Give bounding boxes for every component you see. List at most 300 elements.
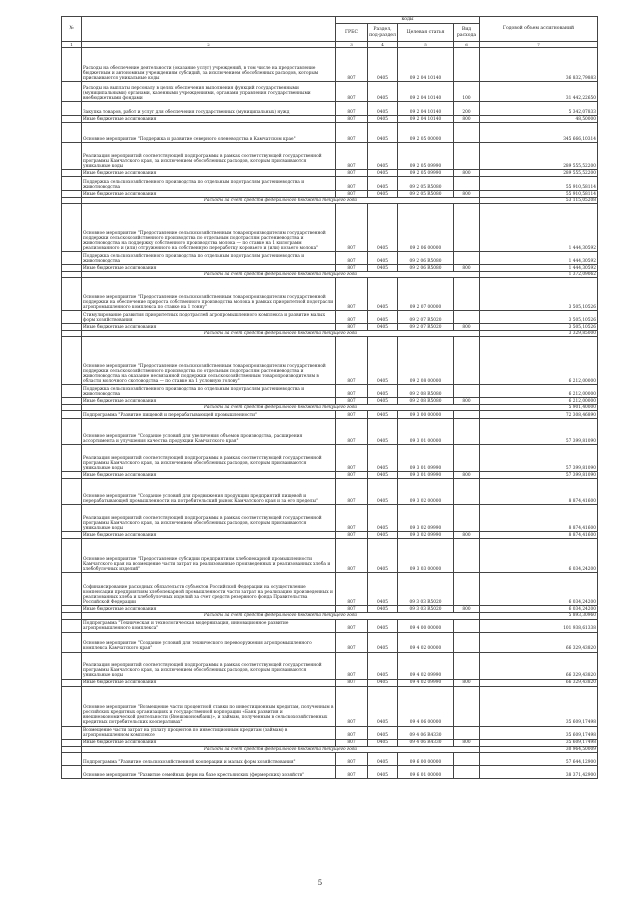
cell-article: 09 6 00 00000 — [398, 752, 454, 765]
table-row — [62, 191, 598, 198]
cell-expense-type — [454, 123, 480, 143]
cell-article: 09 2 04 10140 — [398, 82, 454, 102]
cell-article: 09 2 08 00000 — [398, 337, 454, 385]
table-row — [62, 123, 598, 143]
cell-note: Расходы за счет средств федерального бюджета текущего года — [82, 272, 480, 278]
cell-note: Расходы за счет средств федерального бюджета текущего года — [82, 746, 480, 752]
column-number: 5 — [398, 42, 454, 48]
cell-expense-type — [454, 445, 480, 472]
cell-number — [62, 311, 82, 324]
cell-amount: 5 893,30960 — [480, 613, 598, 619]
cell-expense-type — [454, 278, 480, 311]
cell-amount: 35 609,17498 — [480, 686, 598, 726]
cell-grbs: 807 — [336, 82, 368, 102]
cell-amount: 35 609,17498 — [480, 739, 598, 746]
cell-description: Реализация мероприятий соответствующей подпрограммы в рамках соответствующей государственной программы Камчатского края, за исключением обособленных расходов, которым присваиваются уникальные коды — [82, 505, 336, 532]
cell-grbs: 807 — [336, 686, 368, 726]
cell-description: Стимулирование развития приоритетных подотраслей агропромышленного комплекса и развитие малых форм хозяйствования — [82, 311, 336, 324]
cell-grbs: 807 — [336, 472, 368, 479]
cell-amount: 48,50000 — [480, 116, 598, 123]
cell-grbs: 807 — [336, 116, 368, 123]
table-row — [62, 337, 598, 385]
cell-number — [62, 204, 82, 252]
cell-description: Иные бюджетные ассигнования — [82, 116, 336, 123]
cell-number — [62, 573, 82, 606]
cell-grbs: 807 — [336, 385, 368, 398]
cell-section: 0405 — [368, 606, 398, 613]
cell-grbs: 807 — [336, 505, 368, 532]
cell-expense-type — [454, 311, 480, 324]
cell-amount: 6 034,24200 — [480, 606, 598, 613]
cell-section: 0405 — [368, 479, 398, 505]
cell-expense-type — [454, 479, 480, 505]
table-row — [62, 573, 598, 606]
cell-article: 09 2 08 R5080 — [398, 398, 454, 405]
cell-expense-type — [454, 726, 480, 739]
table-row — [62, 82, 598, 102]
cell-expense-type — [454, 48, 480, 82]
cell-article: 09 3 03 R5020 — [398, 573, 454, 606]
cell-expense-type: 800 — [454, 170, 480, 177]
cell-description: Иные бюджетные ассигнования — [82, 265, 336, 272]
cell-article: 09 4 02 09990 — [398, 679, 454, 686]
cell-number — [62, 411, 82, 419]
cell-description: Реализация мероприятий соответствующей подпрограммы в рамках соответствующей государственной программы Камчатского края, за исключением обособленных расходов, которым присваиваются уникальные коды — [82, 143, 336, 170]
cell-amount: 53 115,05208 — [480, 198, 598, 204]
cell-amount: 3 505,10526 — [480, 311, 598, 324]
cell-amount: 345 666,10314 — [480, 123, 598, 143]
cell-number — [62, 123, 82, 143]
cell-article: 09 3 02 09990 — [398, 505, 454, 532]
table-row — [62, 752, 598, 765]
table-row — [62, 472, 598, 479]
cell-grbs: 807 — [336, 177, 368, 191]
cell-grbs: 807 — [336, 632, 368, 652]
cell-number — [62, 337, 82, 385]
cell-amount: 6 034,24200 — [480, 573, 598, 606]
cell-expense-type — [454, 686, 480, 726]
cell-number — [62, 324, 82, 331]
cell-article: 09 2 04 10140 — [398, 48, 454, 82]
cell-description: Основное мероприятие "Предоставление сельскохозяйственным товаропроизводителям государственной поддержки сельскохозяйственного производства по отдельным подотраслям растениеводства и животноводства на оказание несвязанной поддержки сельскохозяйственным товаропроизводителям в области молочного скотоводства — по ставке на 1 условную голову" — [82, 337, 336, 385]
cell-number — [62, 398, 82, 405]
cell-amount: 5 342,07833 — [480, 102, 598, 116]
cell-description: Реализация мероприятий соответствующей подпрограммы в рамках соответствующей государственной программы Камчатского края, за исключением обособленных расходов, которым присваиваются уникальные коды — [82, 652, 336, 679]
cell-number — [62, 102, 82, 116]
cell-grbs: 807 — [336, 48, 368, 82]
cell-grbs: 807 — [336, 204, 368, 252]
cell-description: Реализация мероприятий соответствующей подпрограммы в рамках соответствующей государственной программы Камчатского края, за исключением обособленных расходов, которым присваиваются уникальные коды — [82, 445, 336, 472]
cell-expense-type — [454, 177, 480, 191]
cell-grbs: 807 — [336, 606, 368, 613]
cell-description: Поддержка сельскохозяйственного производства по отдельным подотраслям растениеводства и животноводства — [82, 252, 336, 265]
column-number: 7 — [480, 42, 598, 48]
cell-section: 0405 — [368, 278, 398, 311]
column-group-codes: коды — [336, 17, 480, 24]
cell-amount: 66 329,43820 — [480, 679, 598, 686]
cell-amount: 3 505,10526 — [480, 324, 598, 331]
cell-note: Расходы за счет средств федерального бюджета текущего года — [82, 198, 480, 204]
cell-number — [62, 278, 82, 311]
cell-section: 0405 — [368, 123, 398, 143]
cell-article: 09 4 06 R4330 — [398, 726, 454, 739]
cell-grbs: 807 — [336, 170, 368, 177]
cell-amount: 36 832,79883 — [480, 48, 598, 82]
cell-expense-type — [454, 765, 480, 778]
cell-article: 09 3 03 R5020 — [398, 606, 454, 613]
cell-number — [62, 632, 82, 652]
cell-grbs: 807 — [336, 479, 368, 505]
cell-section: 0405 — [368, 177, 398, 191]
cell-article: 09 2 06 R5080 — [398, 265, 454, 272]
cell-amount: 31 442,22650 — [480, 82, 598, 102]
cell-section: 0405 — [368, 204, 398, 252]
cell-grbs: 807 — [336, 123, 368, 143]
cell-number — [62, 765, 82, 778]
cell-expense-type: 800 — [454, 679, 480, 686]
cell-section: 0405 — [368, 116, 398, 123]
cell-section: 0405 — [368, 686, 398, 726]
cell-amount: 55 910,58114 — [480, 177, 598, 191]
cell-section: 0405 — [368, 170, 398, 177]
cell-description: Основное мероприятие "Поддержка и развитие северного оленеводства в Камчатском крае" — [82, 123, 336, 143]
cell-grbs: 807 — [336, 191, 368, 198]
cell-expense-type — [454, 619, 480, 632]
cell-description: Иные бюджетные ассигнования — [82, 398, 336, 405]
cell-article: 09 2 08 R5080 — [398, 385, 454, 398]
cell-expense-type: 800 — [454, 265, 480, 272]
cell-expense-type — [454, 337, 480, 385]
cell-grbs: 807 — [336, 311, 368, 324]
cell-article: 09 2 04 10140 — [398, 116, 454, 123]
cell-description: Основное мероприятие "Создание условий для увеличения объемов производства, расширения ассортимента и улучшения качества продукции Камчатского края" — [82, 419, 336, 445]
cell-amount: 1 444,30592 — [480, 265, 598, 272]
cell-description: Закупка товаров, работ и услуг для обеспечения государственных (муниципальных) нужд — [82, 102, 336, 116]
cell-amount: 6 212,00000 — [480, 385, 598, 398]
table-row — [62, 411, 598, 419]
cell-amount: 57 644,12900 — [480, 752, 598, 765]
cell-number — [62, 532, 82, 539]
table-row — [62, 170, 598, 177]
cell-grbs: 807 — [336, 324, 368, 331]
cell-section: 0405 — [368, 48, 398, 82]
cell-section: 0405 — [368, 726, 398, 739]
column-number: 3 — [336, 42, 368, 48]
cell-article: 09 4 02 00000 — [398, 632, 454, 652]
cell-description: Расходы на обеспечение деятельности (оказание услуг) учреждений, в том числе на предоставление бюджетным и автономным учреждениям субсидий, за исключением обособленных расходов, которым присваиваются уникальные коды — [82, 48, 336, 82]
cell-description: Подпрограмма "Техническая и технологическая модернизация, инновационное развитие агропромышленного комплекса" — [82, 619, 336, 632]
cell-article: 09 2 06 00000 — [398, 204, 454, 252]
cell-section: 0405 — [368, 419, 398, 445]
cell-amount: 8 874,41600 — [480, 505, 598, 532]
cell-number — [62, 679, 82, 686]
cell-amount: 289 555,52200 — [480, 143, 598, 170]
cell-expense-type: 800 — [454, 739, 480, 746]
cell-description: Иные бюджетные ассигнования — [82, 472, 336, 479]
cell-expense-type — [454, 143, 480, 170]
cell-grbs: 807 — [336, 411, 368, 419]
cell-grbs: 807 — [336, 337, 368, 385]
cell-expense-type — [454, 539, 480, 573]
cell-number — [62, 265, 82, 272]
cell-grbs: 807 — [336, 679, 368, 686]
cell-amount: 55 910,58114 — [480, 191, 598, 198]
cell-section: 0405 — [368, 752, 398, 765]
cell-number — [62, 143, 82, 170]
cell-article: 09 2 05 09990 — [398, 143, 454, 170]
cell-number — [62, 472, 82, 479]
cell-article: 09 4 02 09990 — [398, 652, 454, 679]
cell-section: 0405 — [368, 619, 398, 632]
cell-article: 09 3 02 09990 — [398, 532, 454, 539]
cell-article: 09 3 03 00000 — [398, 539, 454, 573]
cell-grbs: 807 — [336, 739, 368, 746]
cell-amount: 72 308,46890 — [480, 411, 598, 419]
column-header-section: Раздел, под-раздел — [368, 24, 398, 42]
cell-section: 0405 — [368, 679, 398, 686]
cell-note: Расходы за счет средств федерального бюджета текущего года — [82, 331, 480, 337]
cell-expense-type: 100 — [454, 82, 480, 102]
table-row — [62, 632, 598, 652]
cell-grbs: 807 — [336, 445, 368, 472]
cell-number — [62, 726, 82, 739]
cell-article: 09 3 01 00000 — [398, 419, 454, 445]
cell-amount: 1 372,09062 — [480, 272, 598, 278]
cell-grbs: 807 — [336, 102, 368, 116]
cell-grbs: 807 — [336, 765, 368, 778]
column-number: 4 — [368, 42, 398, 48]
cell-expense-type: 800 — [454, 398, 480, 405]
cell-section: 0405 — [368, 765, 398, 778]
cell-article: 09 3 02 00000 — [398, 479, 454, 505]
cell-amount: 8 874,41600 — [480, 479, 598, 505]
cell-section: 0405 — [368, 385, 398, 398]
cell-grbs: 807 — [336, 652, 368, 679]
table-row — [62, 445, 598, 472]
table-row — [62, 726, 598, 739]
cell-section: 0405 — [368, 539, 398, 573]
cell-grbs: 807 — [336, 752, 368, 765]
cell-article: 09 2 07 00000 — [398, 278, 454, 311]
cell-number — [62, 505, 82, 532]
cell-article: 09 2 06 R5080 — [398, 252, 454, 265]
cell-article: 09 3 01 09990 — [398, 472, 454, 479]
cell-section: 0405 — [368, 532, 398, 539]
table-row — [62, 532, 598, 539]
table-row — [62, 385, 598, 398]
table-row — [62, 278, 598, 311]
cell-number — [62, 177, 82, 191]
cell-section: 0405 — [368, 191, 398, 198]
cell-expense-type — [454, 752, 480, 765]
cell-amount: 3 505,10526 — [480, 278, 598, 311]
table-row — [62, 116, 598, 123]
table-row — [62, 686, 598, 726]
cell-article: 09 4 00 00000 — [398, 619, 454, 632]
table-body — [62, 48, 598, 779]
cell-expense-type — [454, 652, 480, 679]
table-row — [62, 765, 598, 778]
cell-amount: 289 555,52200 — [480, 170, 598, 177]
cell-description: Иные бюджетные ассигнования — [82, 679, 336, 686]
cell-article: 09 3 00 00000 — [398, 411, 454, 419]
column-number: 6 — [454, 42, 480, 48]
cell-description: Поддержка сельскохозяйственного производства по отдельным подотраслям растениеводства и животноводства — [82, 385, 336, 398]
cell-section: 0405 — [368, 311, 398, 324]
cell-expense-type: 200 — [454, 102, 480, 116]
cell-section: 0405 — [368, 652, 398, 679]
table-row — [62, 252, 598, 265]
cell-section: 0405 — [368, 324, 398, 331]
cell-section: 0405 — [368, 337, 398, 385]
cell-section: 0405 — [368, 82, 398, 102]
cell-expense-type: 800 — [454, 606, 480, 613]
table-row — [62, 143, 598, 170]
cell-description: Иные бюджетные ассигнования — [82, 170, 336, 177]
cell-amount: 66 329,43820 — [480, 632, 598, 652]
budget-allocation-table — [61, 16, 598, 779]
cell-grbs: 807 — [336, 278, 368, 311]
cell-grbs: 807 — [336, 398, 368, 405]
cell-amount: 8 874,41600 — [480, 532, 598, 539]
cell-number — [62, 686, 82, 726]
table-row — [62, 265, 598, 272]
cell-grbs: 807 — [336, 143, 368, 170]
table-row — [62, 48, 598, 82]
cell-number — [62, 82, 82, 102]
cell-amount: 38 371,42900 — [480, 765, 598, 778]
cell-amount: 30 964,50009 — [480, 746, 598, 752]
table-row — [62, 619, 598, 632]
cell-description: Иные бюджетные ассигнования — [82, 532, 336, 539]
column-header-grbs: ГРБС — [336, 24, 368, 42]
cell-article: 09 4 06 R4330 — [398, 739, 454, 746]
cell-description: Расходы на выплаты персоналу в целях обеспечения выполнения функций государственными (муниципальными) органами, казенными учреждениями, органами управления государственными внебюджетными фондами — [82, 82, 336, 102]
cell-grbs: 807 — [336, 573, 368, 606]
column-header-description — [82, 17, 336, 42]
cell-article: 09 3 01 09990 — [398, 445, 454, 472]
cell-article: 09 6 01 00000 — [398, 765, 454, 778]
table-row — [62, 204, 598, 252]
cell-grbs: 807 — [336, 532, 368, 539]
cell-section: 0405 — [368, 411, 398, 419]
cell-grbs: 807 — [336, 252, 368, 265]
cell-section: 0405 — [368, 739, 398, 746]
table-row — [62, 102, 598, 116]
cell-section: 0405 — [368, 445, 398, 472]
cell-description: Поддержка сельскохозяйственного производства по отдельным подотраслям растениеводства и животноводства — [82, 177, 336, 191]
cell-article: 09 2 05 00000 — [398, 123, 454, 143]
cell-number — [62, 752, 82, 765]
cell-amount: 1 444,30592 — [480, 252, 598, 265]
table-row — [62, 679, 598, 686]
cell-expense-type — [454, 252, 480, 265]
cell-amount: 6 212,00000 — [480, 337, 598, 385]
cell-expense-type: 800 — [454, 191, 480, 198]
cell-description: Иные бюджетные ассигнования — [82, 739, 336, 746]
cell-description: Иные бюджетные ассигнования — [82, 191, 336, 198]
cell-expense-type — [454, 632, 480, 652]
cell-section: 0405 — [368, 632, 398, 652]
cell-description: Основное мероприятие "Создание условий для технического перевооружения агропромышленного комплекса Камчатского края" — [82, 632, 336, 652]
cell-grbs: 807 — [336, 619, 368, 632]
cell-number — [62, 419, 82, 445]
cell-amount: 6 034,24200 — [480, 539, 598, 573]
cell-amount: 57 399,81090 — [480, 419, 598, 445]
cell-number — [62, 252, 82, 265]
table-row — [62, 419, 598, 445]
cell-amount: 101 938,61338 — [480, 619, 598, 632]
cell-amount: 35 609,17498 — [480, 726, 598, 739]
table-row — [62, 539, 598, 573]
cell-number — [62, 652, 82, 679]
cell-section: 0405 — [368, 573, 398, 606]
cell-article: 09 2 05 09990 — [398, 170, 454, 177]
cell-amount: 57 399,81090 — [480, 472, 598, 479]
cell-expense-type — [454, 505, 480, 532]
column-header-article: Целевая статья — [398, 24, 454, 42]
page-number: 5 — [317, 879, 323, 887]
cell-description: Основное мероприятие "Предоставление сельскохозяйственным товаропроизводителям государственной поддержки сельскохозяйственного производства по отдельным подотраслям растениеводства и животноводства на поддержку собственного производства молока — по ставке на 1 килограмм реализованного и (или) отгруженного на собственную переработку коровьего и (или) козьего молока" — [82, 204, 336, 252]
table-row — [62, 177, 598, 191]
column-header-total: Годовой объем ассигнований — [480, 17, 598, 42]
column-header-expense-type: Вид расхода — [454, 24, 480, 42]
cell-section: 0405 — [368, 252, 398, 265]
cell-article: 09 2 05 R5080 — [398, 191, 454, 198]
cell-section: 0405 — [368, 143, 398, 170]
cell-article: 09 2 07 R5020 — [398, 324, 454, 331]
cell-description: Основное мероприятие "Предоставление сельскохозяйственным товаропроизводителям государственной поддержки на обеспечение прироста собственного производства молока в рамках приоритетной подотрасли агропромышленного комплекса по ставке на 1 тонну" — [82, 278, 336, 311]
cell-amount: 5 901,40000 — [480, 405, 598, 411]
cell-amount: 6 212,00000 — [480, 398, 598, 405]
cell-article: 09 2 05 R5080 — [398, 177, 454, 191]
cell-expense-type: 800 — [454, 324, 480, 331]
cell-grbs: 807 — [336, 419, 368, 445]
cell-expense-type — [454, 385, 480, 398]
cell-description: Иные бюджетные ассигнования — [82, 324, 336, 331]
cell-article: 09 2 04 10140 — [398, 102, 454, 116]
cell-description: Основное мероприятие "Возмещение части процентной ставки по инвестиционным кредитам, полученным в российских кредитных организациях и государственной корпорации «Банк развития и внешнеэкономической деятельности (Внешэкономбанк)», и займам, полученным в сельскохозяйственных кредитных потребительских кооперативах" — [82, 686, 336, 726]
table-row — [62, 505, 598, 532]
table-row — [62, 606, 598, 613]
cell-number — [62, 445, 82, 472]
cell-section: 0405 — [368, 265, 398, 272]
cell-amount: 66 329,43820 — [480, 652, 598, 679]
cell-article: 09 4 06 00000 — [398, 686, 454, 726]
table-row — [62, 652, 598, 679]
cell-expense-type: 800 — [454, 116, 480, 123]
table-row — [62, 479, 598, 505]
cell-expense-type — [454, 419, 480, 445]
cell-number — [62, 48, 82, 82]
table-row — [62, 739, 598, 746]
cell-number — [62, 170, 82, 177]
cell-note: Расходы за счет средств федерального бюджета текущего года — [82, 613, 480, 619]
cell-description: Подпрограмма "Развитие пищевой и перерабатывающей промышленности" — [82, 411, 336, 419]
cell-description: Основное мероприятие "Создание условий для продвижения продукции предприятий пищевой и перерабатывающей промышленности на потребительский рынок Камчатского края и за его пределы" — [82, 479, 336, 505]
column-number: 2 — [82, 42, 336, 48]
cell-number — [62, 739, 82, 746]
cell-description: Иные бюджетные ассигнования — [82, 606, 336, 613]
column-header-number: № — [62, 17, 82, 42]
column-number: 1 — [62, 42, 82, 48]
cell-amount: 57 399,81090 — [480, 445, 598, 472]
cell-number — [62, 539, 82, 573]
cell-amount: 1 444,30592 — [480, 204, 598, 252]
cell-grbs: 807 — [336, 539, 368, 573]
cell-article: 09 2 07 R5020 — [398, 311, 454, 324]
cell-number — [62, 191, 82, 198]
